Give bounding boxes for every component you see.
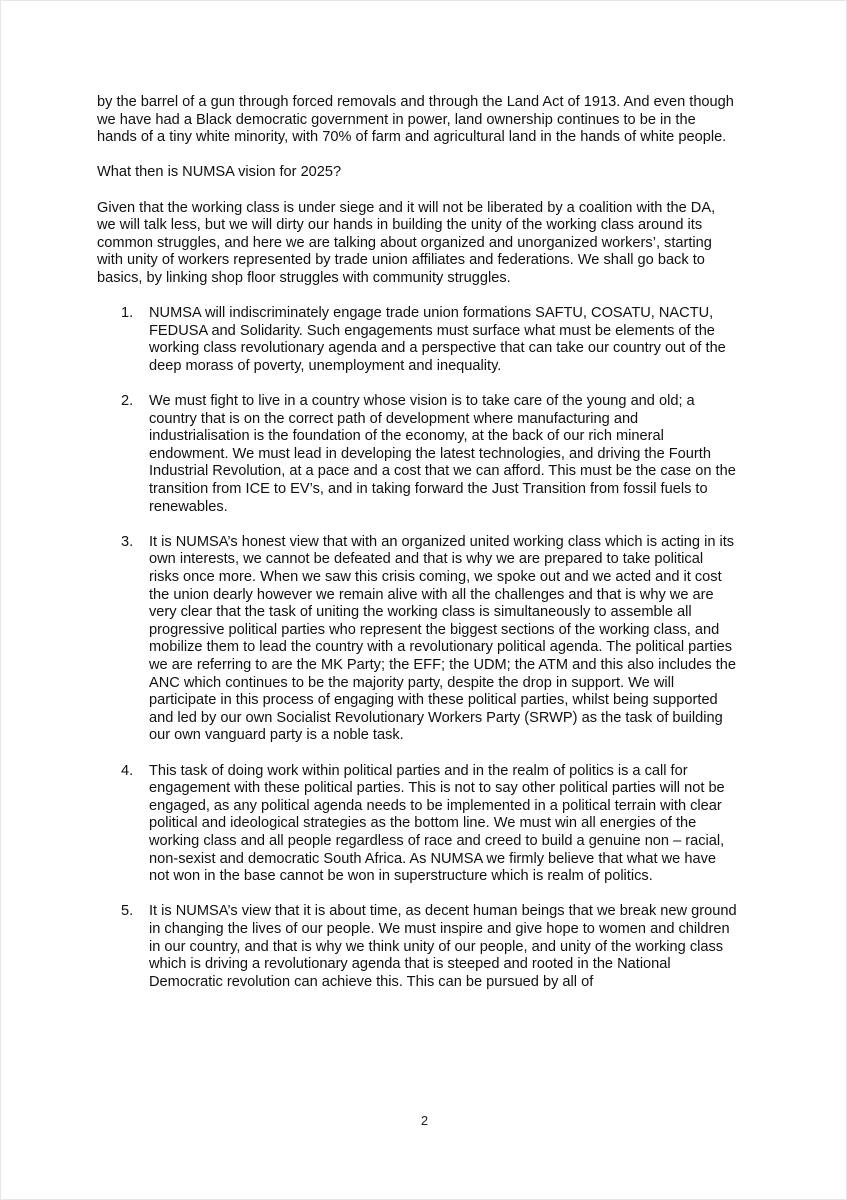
- list-item-text: NUMSA will indiscriminately engage trade union formations SAFTU, COSATU, NACTU, FEDUSA and Solidarity. Such engagements must surface what must be elements of the working class revolutionary agenda and a perspective that can take our country out of the deep morass of poverty, unemployment and inequality.: [149, 305, 726, 374]
- list-item-number: 3.: [121, 533, 134, 550]
- paragraph-land-ownership: by the barrel of a gun through forced removals and through the Land Act of 1913. And even though we have had a Black democratic government in power, land ownership continues to be in the hands of a tiny white minority, with 70% of farm and agricultural land in the hands of white people.: [97, 94, 734, 146]
- list-item: [97, 393, 737, 516]
- list-item: [97, 903, 737, 991]
- list-item-number: 5.: [121, 903, 134, 920]
- list-item-number: 1.: [121, 305, 134, 322]
- list-item: [97, 534, 737, 745]
- paragraph-working-class-unity: Given that the working class is under siege and it will not be liberated by a coalition with the DA, we will talk less, but we will dirty our hands in building the unity of the working class around its common struggles, and here we are talking about organized and unorganized workers’, starting with unity of workers represented by trade union affiliates and federations. We shall go back to basics, by linking shop floor struggles with community struggles.: [97, 199, 716, 286]
- list-item-text: We must fight to live in a country whose vision is to take care of the young and old; a country that is on the correct path of development where manufacturing and industrialisation is the foundation of the economy, at the back of our rich mineral endowment. We must lead in developing the latest technologies, and driving the Fourth Industrial Revolution, at a pace and a cost that we can afford. This must be the case on the transition from ICE to EV’s, and in taking forward the Just Transition from fossil fuels to renewables.: [149, 393, 736, 515]
- list-item-number: 2.: [121, 393, 134, 410]
- list-item-text: It is NUMSA’s honest view that with an organized united working class which is acting in its own interests, we cannot be defeated and that is why we are prepared to take political risks once more. When we saw this crisis coming, we spoke out and we acted and it cost the union dearly however we remain alive with all the challenges and that is why we are very clear that the task of uniting the working class is simultaneously to assemble all progressive political parties who represent the biggest sections of the working class, and mobilize them to lead the country with a revolutionary political agenda. The political parties we are referring to are the MK Party; the EFF; the UDM; the ATM and this also includes the ANC which continues to be the majority party, despite the drop in support. We will participate in this process of engaging with these political parties, whilst being supported and led by our own Socialist Revolutionary Workers Party (SRWP) as the task of building our own vanguard party is a noble task.: [149, 533, 736, 744]
- list-item-number: 4.: [121, 762, 134, 779]
- paragraph-vision-question: What then is NUMSA vision for 2025?: [97, 164, 342, 181]
- page-number: 2: [420, 1113, 429, 1128]
- list-item: [97, 763, 737, 886]
- list-item-text: It is NUMSA’s view that it is about time, as decent human beings that we break new ground in changing the lives of our people. We must inspire and give hope to women and children in our country, and that is why we think unity of our people, and unity of the working class which is driving a revolutionary agenda that is steeped and rooted in the National Democratic revolution can achieve this. This can be pursued by all of: [149, 903, 737, 990]
- list-item-text: This task of doing work within political parties and in the realm of politics is a call for engagement with these political parties. This is not to say other political parties will not be engaged, as any political agenda needs to be implemented in a political terrain with clear political and ideological strategies as the bottom line. We must win all energies of the working class and all people regardless of race and creed to build a genuine non – racial, non-sexist and democratic South Africa. As NUMSA we firmly believe that what we have not won in the base cannot be won in superstructure which is realm of politics.: [149, 762, 725, 885]
- numbered-list: [97, 305, 737, 991]
- document-body: [97, 94, 737, 1009]
- list-item: [97, 305, 737, 375]
